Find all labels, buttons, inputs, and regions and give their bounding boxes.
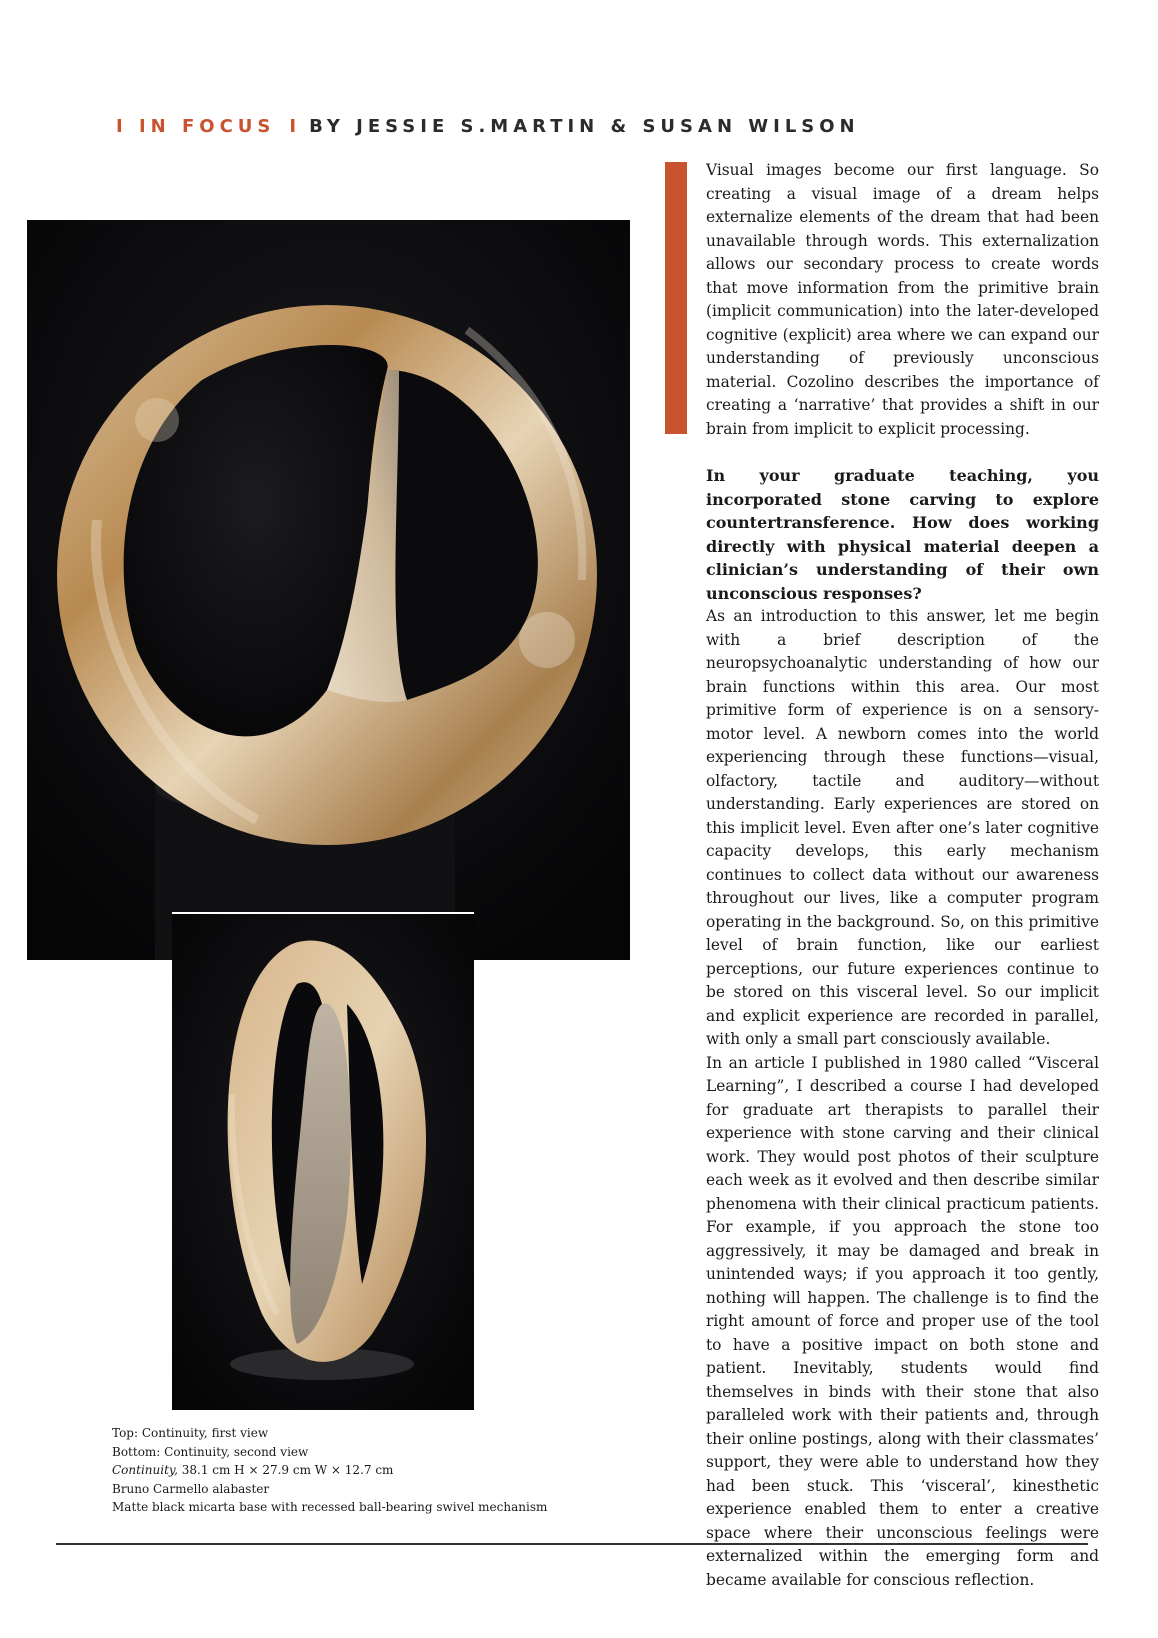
section-header <box>116 116 860 137</box>
sculpture-photo-bottom <box>172 912 474 1410</box>
caption-top-line: Top: Continuity, first view <box>112 1426 269 1440</box>
caption-bottom-line: Bottom: Continuity, second view <box>112 1444 309 1459</box>
sculpture-side-illustration <box>172 914 474 1410</box>
article-paragraph-3: In an article I published in 1980 called “Visceral Learning”, I described a course I had developed for graduate art therapists to parallel their experience with stone carving and their clinical work. They would post photos of their sculpture each week as it evolved and then describe similar phenomena with their clinical practicum patients. For example, if you approach the stone too aggressively, it may be damaged and break in unintended ways; if you approach it too gently, nothing will happen. The challenge is to find the right amount of force and proper use of the tool to have a positive impact on both stone and patient. Inevitably, students would find themselves in binds with their stone that also paralleled work with their patients and, through their online postings, along with their classmates’ support, they were able to understand how they had been stuck. This ‘visceral’, kinesthetic experience enabled them to enter a creative space where their unconscious feelings were externalized within the emerging form and became available for conscious reflection. <box>706 1053 1099 1589</box>
header-separator: I <box>289 116 302 137</box>
caption-artwork-title: Continuity, <box>112 1463 178 1477</box>
author-byline: BY JESSIE S.MARTIN & SUSAN WILSON <box>309 116 860 137</box>
caption-base: Matte black micarta base with recessed ball-bearing swivel mechanism <box>112 1500 548 1514</box>
article-body <box>706 159 1099 1592</box>
accent-bar <box>665 162 687 434</box>
section-label: I IN FOCUS <box>116 116 276 137</box>
article-paragraph-1: Visual images become our first language. So creating a visual image of a dream helps externalize elements of the dream that had been unavailable through words. This externalization allows our secondary process to create words that move information from the primitive brain (implicit communication) into the later-developed cognitive (explicit) area where we can expand our understanding of previously unconscious material. Cozolino describes the importance of creating a ‘narrative’ that provides a shift in our brain from implicit to explicit processing. <box>706 161 1099 438</box>
sculpture-ring-illustration <box>27 220 630 960</box>
article-paragraph-2: As an introduction to this answer, let me begin with a brief description of the neuropsychoanalytic understanding of how our brain functions within this area. Our most primitive form of experience is on a sensory-motor level. A newborn comes into the world experiencing through these functions—visual, olfactory, tactile and auditory—without understanding. Early experiences are stored on this implicit level. Even after one’s later cognitive capacity develops, this early mechanism continues to collect data without our awareness throughout our lives, like a computer program operating in the background. So, on this primitive level of brain function, like our earliest perceptions, our future experiences continue to be stored on this visceral level. So our implicit and explicit experience are recorded in parallel, with only a small part consciously available. <box>706 607 1099 1048</box>
caption-dimensions <box>112 1461 572 1480</box>
footer-divider <box>56 1543 1088 1545</box>
interview-question: In your graduate teaching, you incorporated stone carving to explore countertransference. How does working directly with physical material deepen a clinician’s understanding of their own unconscious responses? <box>706 466 1099 603</box>
caption-dimensions-value: 38.1 cm H × 27.9 cm W × 12.7 cm <box>177 1463 394 1477</box>
sculpture-photo-top <box>27 220 630 960</box>
caption-material: Bruno Carmello alabaster <box>112 1481 270 1496</box>
photo-caption <box>112 1424 572 1517</box>
